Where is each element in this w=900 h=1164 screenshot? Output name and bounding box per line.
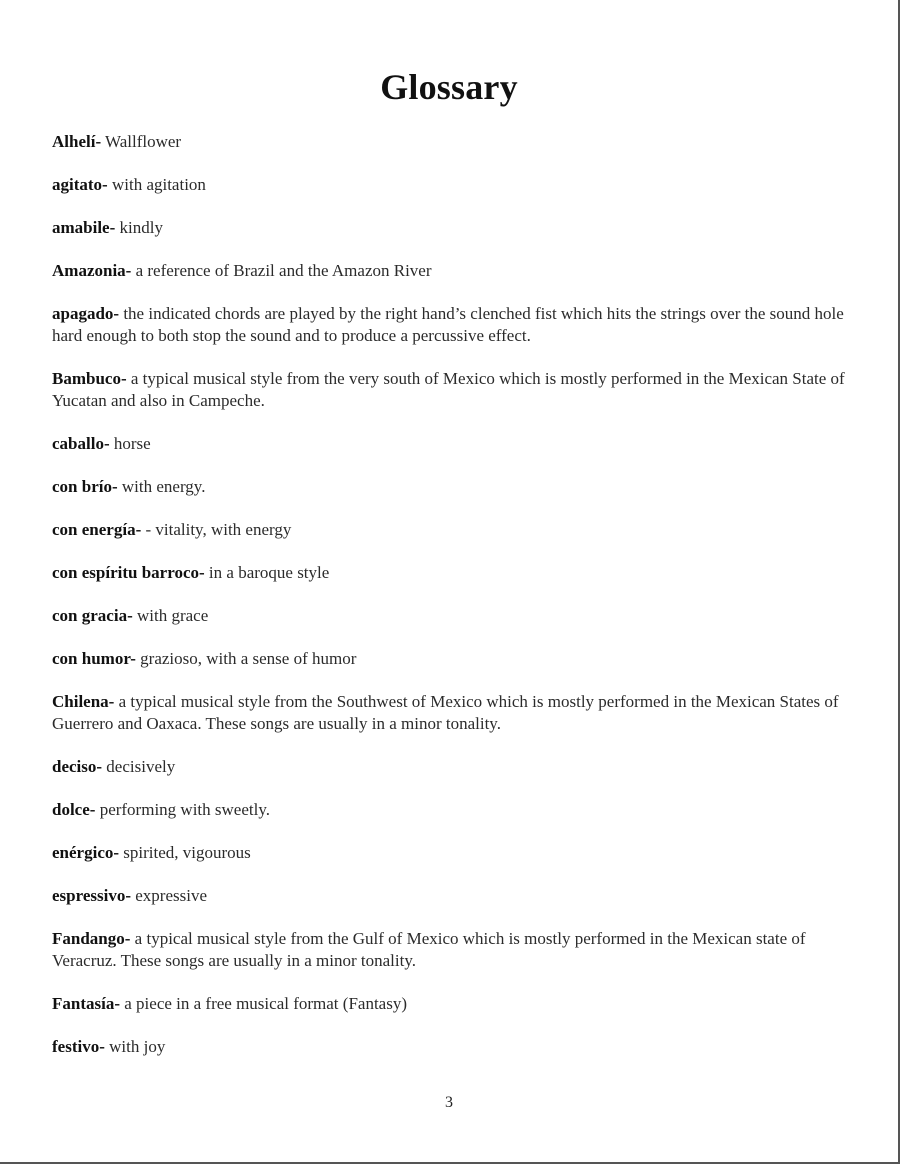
glossary-definition: with grace xyxy=(132,606,209,625)
glossary-term: con humor- xyxy=(52,649,136,668)
glossary-term: con espíritu barroco- xyxy=(52,563,205,582)
glossary-definition: a reference of Brazil and the Amazon River xyxy=(131,261,432,280)
glossary-term: caballo- xyxy=(52,434,110,453)
glossary-term: espressivo- xyxy=(52,886,132,905)
glossary-entry xyxy=(52,476,852,498)
glossary-term: Fandango- xyxy=(52,929,131,948)
glossary-definition: horse xyxy=(109,434,151,453)
glossary-term: dolce- xyxy=(52,800,96,819)
glossary-entry xyxy=(52,756,852,778)
glossary-entry xyxy=(52,217,852,239)
glossary-entry xyxy=(52,433,852,455)
glossary-entry xyxy=(52,928,852,972)
glossary-entry xyxy=(52,260,852,282)
glossary-definition: with agitation xyxy=(107,175,206,194)
glossary-entry xyxy=(52,174,852,196)
glossary-definition: in a baroque style xyxy=(204,563,330,582)
page-title: Glossary xyxy=(380,67,518,107)
glossary-term: con brío- xyxy=(52,477,118,496)
glossary-definition: a typical musical style from the Southwest of Mexico which is mostly performed in the Mexican States of Guerrero and Oaxaca. These songs are usually in a minor tonality. xyxy=(52,692,839,733)
glossary-entry xyxy=(52,885,852,907)
glossary-entry xyxy=(52,368,852,412)
glossary-entry xyxy=(52,993,852,1015)
glossary-definition: a typical musical style from the very south of Mexico which is mostly performed in the Mexican State of Yucatan and also in Campeche. xyxy=(52,369,845,410)
glossary-definition: expressive xyxy=(131,886,208,905)
glossary-entry xyxy=(52,562,852,584)
glossary-term: apagado- xyxy=(52,304,120,323)
glossary-definition: decisively xyxy=(102,757,176,776)
glossary-term: deciso- xyxy=(52,757,103,776)
glossary-term: Fantasía- xyxy=(52,994,120,1013)
glossary-term: Amazonia- xyxy=(52,261,132,280)
glossary-term: festivo- xyxy=(52,1037,105,1056)
glossary-definition: performing with sweetly. xyxy=(95,800,270,819)
glossary-definition: a piece in a free musical format (Fantasy) xyxy=(120,994,407,1013)
glossary-definition: Wallflower xyxy=(101,132,182,151)
glossary-definition: with joy xyxy=(104,1037,166,1056)
glossary-definition: - vitality, with energy xyxy=(141,520,292,539)
glossary-entry xyxy=(52,799,852,821)
glossary-entry xyxy=(52,519,852,541)
glossary-definition: a typical musical style from the Gulf of Mexico which is mostly performed in the Mexican state of Veracruz. These songs are usually in a minor tonality. xyxy=(52,929,806,970)
glossary-definition: with energy. xyxy=(117,477,206,496)
glossary-term: Alhelí- xyxy=(52,132,102,151)
glossary-entry xyxy=(52,1036,852,1058)
glossary-term: enérgico- xyxy=(52,843,120,862)
glossary-definition: spirited, vigourous xyxy=(119,843,251,862)
glossary-entry xyxy=(52,691,852,735)
glossary-entry xyxy=(52,842,852,864)
glossary-definition: kindly xyxy=(115,218,163,237)
glossary-definition: grazioso, with a sense of humor xyxy=(135,649,357,668)
glossary-entry xyxy=(52,605,852,627)
glossary-entry xyxy=(52,131,852,153)
glossary-term: agitato- xyxy=(52,175,108,194)
glossary-list xyxy=(52,131,852,1079)
page-number: 3 xyxy=(445,1094,453,1111)
glossary-term: con energía- xyxy=(52,520,142,539)
glossary-term: amabile- xyxy=(52,218,116,237)
glossary-term: Bambuco- xyxy=(52,369,127,388)
glossary-entry xyxy=(52,648,852,670)
glossary-term: Chilena- xyxy=(52,692,115,711)
glossary-entry xyxy=(52,303,852,347)
glossary-definition: the indicated chords are played by the right hand’s clenched fist which hits the strings over the sound hole hard enough to both stop the sound and to produce a percussive effect. xyxy=(52,304,844,345)
glossary-term: con gracia- xyxy=(52,606,133,625)
